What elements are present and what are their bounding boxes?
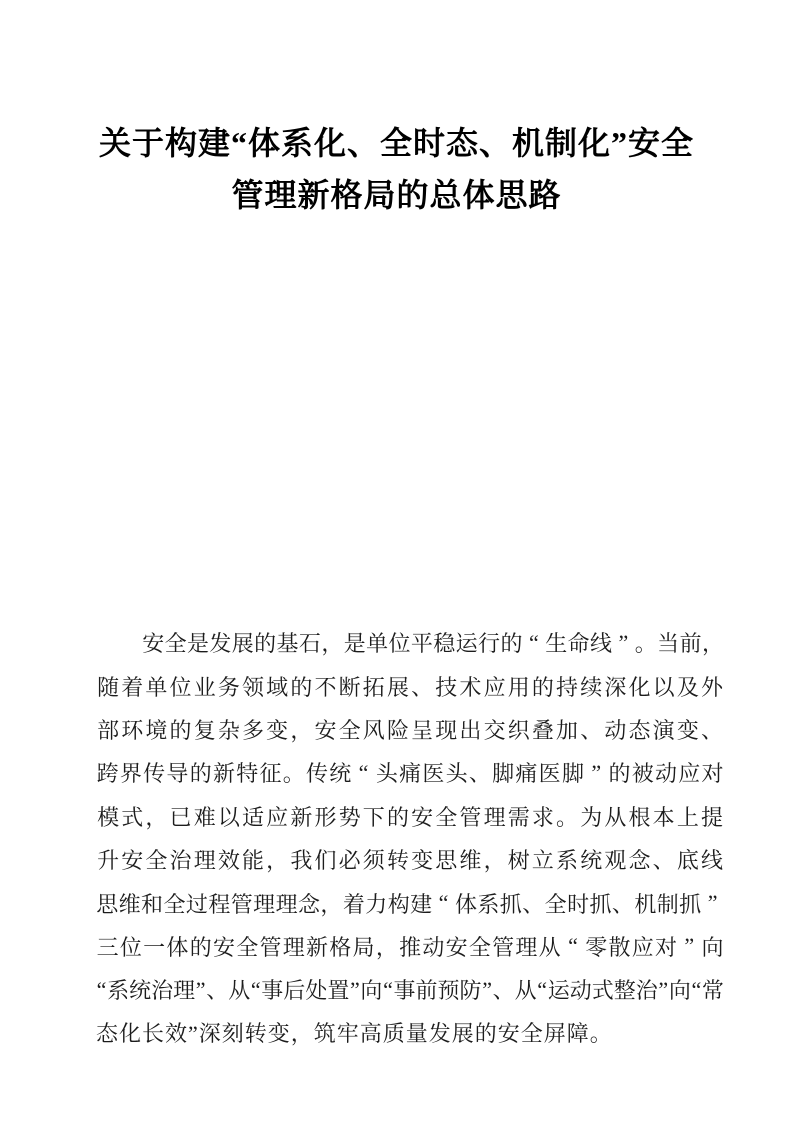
body-line-1: 安 全 是 发 展 的 基 石 ， 是 单 位 平 稳 运 行 的 “ 生 命 线 ” 。 当 前 ， xyxy=(142,629,724,657)
body-paragraph xyxy=(96,621,724,1055)
title-line-1: 关于构建“体系化、全时态、机制化”安全 xyxy=(98,125,694,161)
body-line-9: “ 系 统 治 理 ” 、 从 “ 事 后 处 置 ” 向 “ 事 前 预 防 ” 、 从 “ 运 动 式 整 治 ” 向 “ 常 xyxy=(96,976,724,1004)
body-line-10: 态化长效”深刻转变，筑牢高质量发展的安全屏障。 xyxy=(96,1020,613,1046)
document-title xyxy=(0,117,793,221)
body-line-8: 三 位 一 体 的 安 全 管 理 新 格 局 ， 推 动 安 全 管 理 从 “ 零 散 应 对 ” 向 xyxy=(96,933,724,960)
body-line-5: 模 式 ， 已 难 以 适 应 新 形 势 下 的 安 全 管 理 需 求 。 为 从 根 本 上 提 xyxy=(97,804,723,830)
title-line-2: 管理新格局的总体思路 xyxy=(231,177,562,213)
body-line-3: 部 环 境 的 复 杂 多 变 ， 安 全 风 险 呈 现 出 交 织 叠 加 、 动 态 演 变 、 xyxy=(97,717,723,743)
body-line-7: 思 维 和 全 过 程 管 理 理 念 ， 着 力 构 建 “ 体 系 抓 、 全 时 抓 、 机 制 抓 ” xyxy=(96,890,718,917)
body-line-6: 升 安 全 治 理 效 能 ， 我 们 必 须 转 变 思 维 ， 树 立 系 统 观 念 、 底 线 xyxy=(97,848,723,874)
body-line-2: 随 着 单 位 业 务 领 域 的 不 断 拓 展 、 技 术 应 用 的 持 续 深 化 以 及 外 xyxy=(97,674,723,700)
body-line-4: 跨 界 传 导 的 新 特 征 。 传 统 “ 头 痛 医 头 、 脚 痛 医 脚 ” 的 被 动 应 对 xyxy=(96,759,724,787)
